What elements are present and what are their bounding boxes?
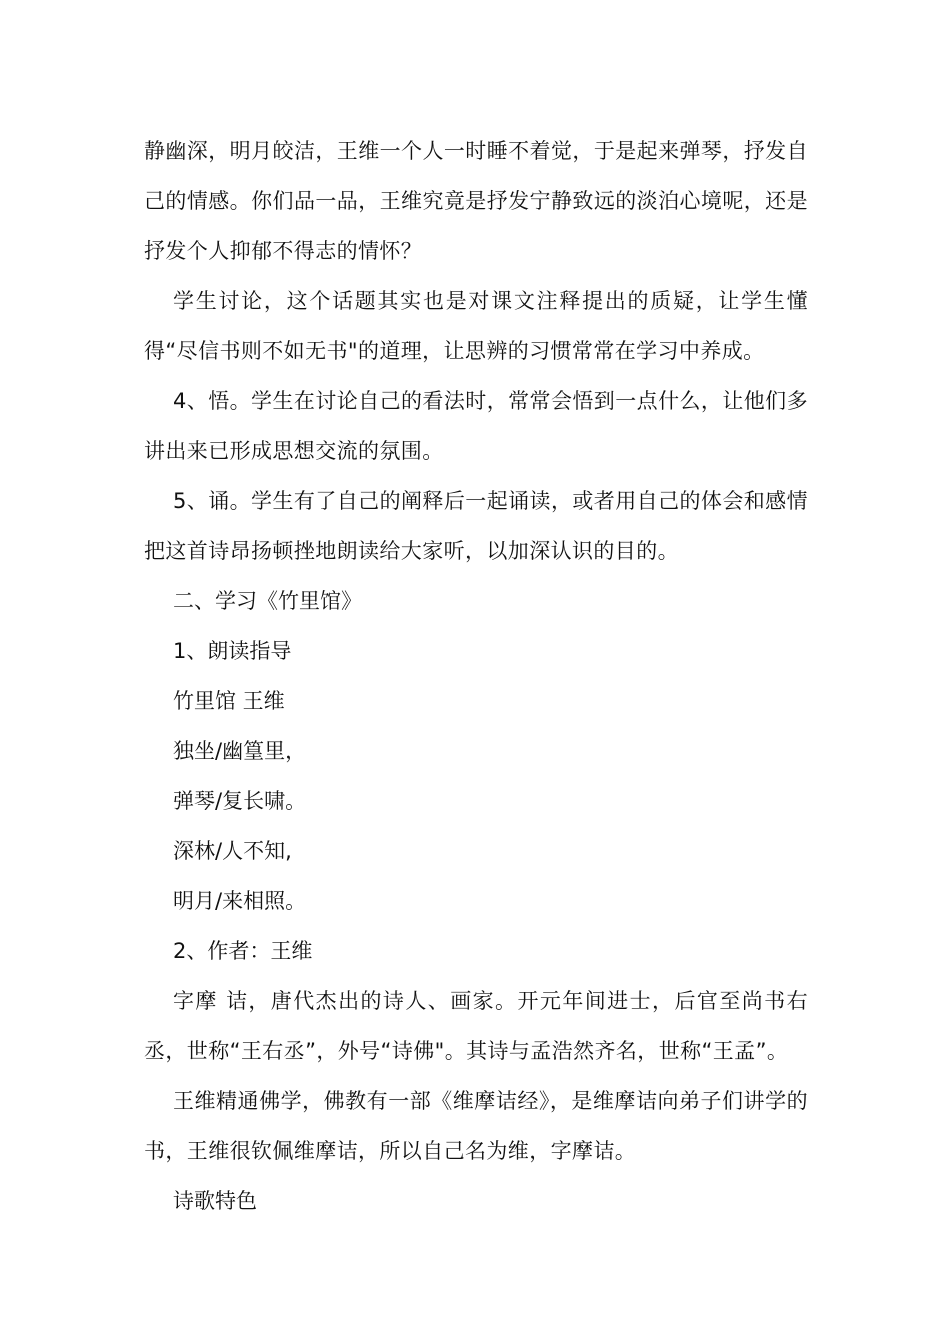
poem-title: 竹里馆 王维	[173, 689, 285, 713]
author-buddhism-paragraph: 王维精通佛学，佛教有一部《维摩诘经》，是维摩诘向弟子们讲学的书，王维很钦佩维摩诘，所以自己名为维，字摩诘。	[144, 1089, 808, 1163]
paragraph-discussion: 学生讨论，这个话题其实也是对课文注释提出的质疑，让学生懂得“尽信书则不如无书"的道理，让思辨的习惯常常在学习中养成。	[144, 289, 808, 363]
section-heading: 二、学习《竹里馆》	[173, 589, 362, 613]
poem-line: 深林/人不知,	[173, 839, 292, 863]
author-label: 2、作者：王维	[173, 939, 313, 963]
reading-guide-label: 1、朗读指导	[173, 639, 292, 663]
paragraph-continuation: 静幽深，明月皎洁，王维一个人一时睡不着觉，于是起来弹琴，抒发自己的情感。你们品一品，王维究竟是抒发宁静致远的淡泊心境呢，还是抒发个人抑郁不得志的情怀？	[144, 139, 808, 263]
author-bio-paragraph: 字摩 诘，唐代杰出的诗人、画家。开元年间进士，后官至尚书右丞，世称“王右丞”，外号“诗佛"。其诗与孟浩然齐名，世称“王孟”。	[144, 989, 808, 1063]
paragraph-step-5: 5、诵。学生有了自己的阐释后一起诵读，或者用自己的体会和感情把这首诗昂扬顿挫地朗读给大家听，以加深认识的目的。	[144, 489, 808, 563]
poem-line: 独坐/幽篁里，	[173, 739, 307, 763]
paragraph-step-4: 4、悟。学生在讨论自己的看法时，常常会悟到一点什么，让他们多讲出来已形成思想交流的氛围。	[144, 389, 808, 463]
poetry-features-label: 诗歌特色	[173, 1189, 257, 1213]
poem-line: 明月/来相照。	[173, 889, 307, 913]
poem-line: 弹琴/复长啸。	[173, 789, 307, 813]
document-body	[144, 126, 808, 1226]
